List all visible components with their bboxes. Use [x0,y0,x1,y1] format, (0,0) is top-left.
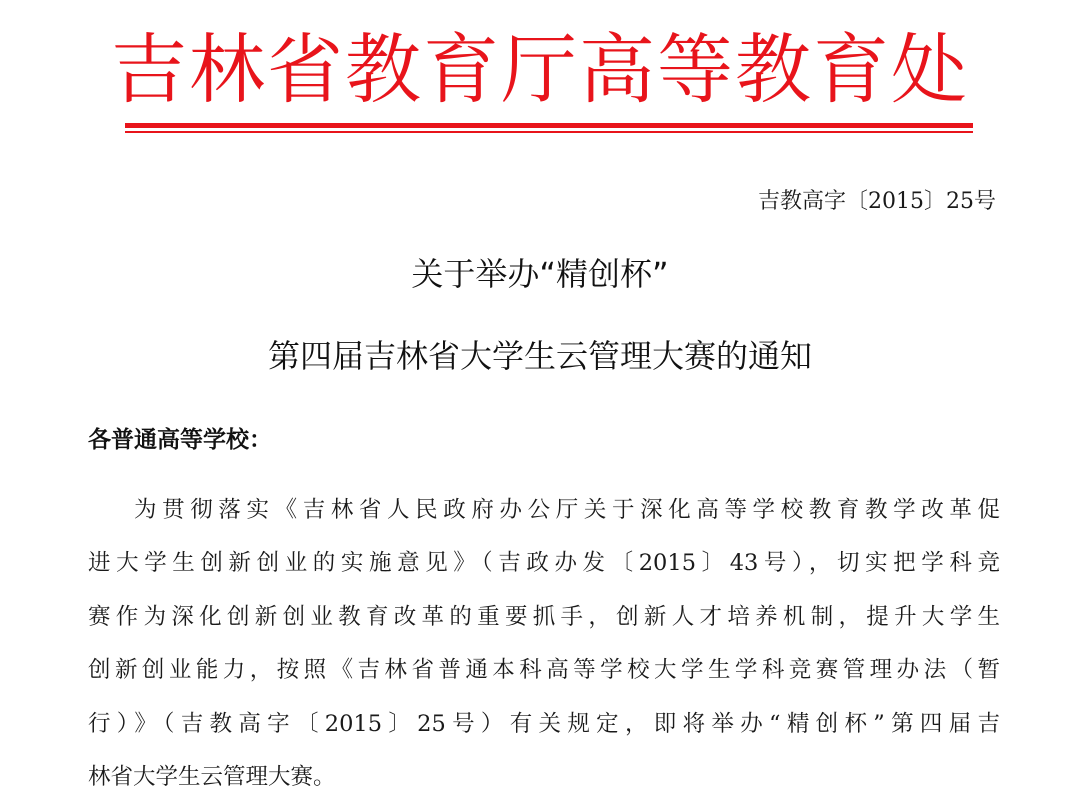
notice-title-line-2: 第四届吉林省大学生云管理大赛的通知 [267,337,812,375]
body-line: 林省大学生云管理大赛。 [88,763,336,790]
body-line: 为贯彻落实《吉林省人民政府办公厅关于深化高等学校教育教学改革促 [134,497,1000,523]
header-red-rule-thick [125,123,973,128]
addressee: 各普通高等学校： [88,427,272,453]
body-line: 进大学生创新创业的实施意见》（吉政办发〔2015〕43号），切实把学科竞 [88,550,1000,577]
document-number: 吉教高字〔2015〕25号 [758,189,996,214]
body-paragraph [88,484,1000,804]
org-header-title: 吉林省教育厅高等教育处 [111,25,969,114]
notice-title-line-1: 关于举办“精创杯” [411,255,669,293]
body-line: 赛作为深化创新创业教育改革的重要抓手，创新人才培养机制，提升大学生 [88,603,1000,630]
body-line: 创新创业能力，按照《吉林省普通本科高等学校大学生学科竞赛管理办法（暂 [88,657,1000,684]
header-red-rule-thin [125,131,973,133]
body-line: 行）》（吉教高字〔2015〕25号）有关规定，即将举办“精创杯”第四届吉 [88,710,1000,737]
